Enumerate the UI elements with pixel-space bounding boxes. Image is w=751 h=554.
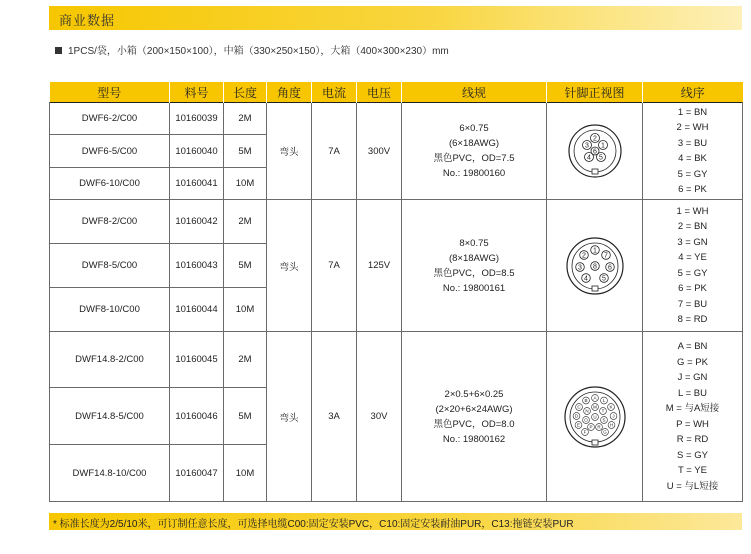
- svg-text:R: R: [596, 424, 601, 430]
- cell-part-no: 10160046: [170, 388, 224, 445]
- table-row: [50, 103, 743, 135]
- svg-text:P: P: [588, 424, 593, 430]
- gauge-line: 8×0.75: [459, 237, 489, 249]
- cell-model: DWF8-5/C00: [50, 244, 170, 288]
- cell-length: 5M: [224, 244, 267, 288]
- svg-text:H: H: [609, 422, 613, 428]
- gauge-line: (6×18AWG): [448, 138, 500, 149]
- gauge-line: No.: 19800161: [442, 282, 506, 294]
- svg-text:D: D: [574, 413, 578, 419]
- section-title: 商业数据: [59, 13, 116, 28]
- cell-model: DWF6-10/C00: [50, 168, 170, 200]
- svg-text:E: E: [576, 422, 580, 428]
- cell-model: DWF14.8-2/C00: [50, 332, 170, 388]
- header-current: 电流: [312, 82, 357, 103]
- svg-text:5: 5: [601, 275, 606, 282]
- cell-length: 2M: [224, 200, 267, 244]
- header-pin-view: 针脚正视图: [547, 82, 643, 103]
- svg-text:3: 3: [577, 264, 582, 271]
- cell-model: DWF14.8-5/C00: [50, 388, 170, 445]
- cell-voltage: 300V: [357, 103, 402, 200]
- cell-part-no: 10160042: [170, 200, 224, 244]
- connector-19pin-diagram: [561, 383, 629, 451]
- cell-length: 5M: [224, 388, 267, 445]
- seq-line: 8 = RD: [677, 314, 708, 325]
- svg-text:7: 7: [603, 252, 608, 259]
- header-part-no: 料号: [170, 82, 224, 103]
- svg-text:4: 4: [583, 275, 588, 282]
- gauge-line: No.: 19800160: [442, 168, 506, 179]
- seq-line: R = RD: [676, 434, 709, 445]
- cell-current: 7A: [312, 103, 357, 200]
- gauge-line: (2×20+6×24AWG): [435, 403, 513, 415]
- seq-line: L = BU: [678, 387, 707, 399]
- cell-current: 7A: [312, 200, 357, 332]
- svg-text:F: F: [583, 429, 586, 435]
- cell-part-no: 10160041: [170, 168, 224, 200]
- seq-line: A = BN: [677, 341, 708, 352]
- cell-part-no: 10160045: [170, 332, 224, 388]
- header-voltage: 电压: [357, 82, 402, 103]
- svg-text:A: A: [592, 395, 597, 401]
- cell-part-no: 10160040: [170, 135, 224, 168]
- section-title-bar: [49, 6, 742, 30]
- gauge-line: 黑色PVC，OD=8.0: [433, 418, 515, 430]
- seq-line: U = 与L短接: [666, 480, 719, 492]
- svg-text:2: 2: [592, 135, 597, 143]
- svg-text:B: B: [583, 397, 588, 403]
- cell-model: DWF8-2/C00: [50, 200, 170, 244]
- seq-line: 3 = BU: [677, 137, 708, 149]
- seq-line: 2 = BN: [677, 221, 708, 232]
- svg-text:L: L: [602, 397, 605, 403]
- svg-text:U: U: [592, 414, 597, 420]
- cell-length: 2M: [224, 103, 267, 135]
- header-wire-sequence: 线序: [643, 82, 743, 103]
- seq-line: S = GY: [677, 449, 708, 461]
- seq-line: 7 = BU: [677, 298, 708, 310]
- gauge-line: No.: 19800162: [442, 433, 506, 445]
- table-header-row: [50, 82, 743, 103]
- header-model: 型号: [50, 82, 170, 103]
- gauge-line: 6×0.75: [459, 123, 489, 134]
- cell-wire-gauge: [402, 200, 547, 332]
- seq-line: 1 = WH: [676, 205, 709, 217]
- seq-line: 6 = PK: [678, 283, 707, 294]
- svg-text:C: C: [576, 404, 581, 410]
- svg-text:J: J: [611, 413, 615, 419]
- cell-length: 10M: [224, 168, 267, 200]
- seq-line: J = GN: [677, 372, 708, 383]
- seq-line: 4 = YE: [678, 252, 707, 263]
- svg-text:4: 4: [586, 154, 591, 162]
- cell-angle: 弯头: [267, 103, 312, 200]
- svg-text:2: 2: [581, 252, 586, 259]
- bullet-square-icon: [55, 47, 62, 54]
- seq-line: G = PK: [677, 356, 708, 368]
- seq-line: M = 与A短接: [665, 403, 720, 414]
- cell-part-no: 10160047: [170, 445, 224, 502]
- svg-text:5: 5: [598, 154, 603, 162]
- cell-wire-gauge: [402, 103, 547, 200]
- table-row: [50, 200, 743, 244]
- svg-text:8: 8: [592, 263, 597, 270]
- svg-text:S: S: [601, 417, 606, 423]
- svg-text:O: O: [583, 417, 588, 423]
- svg-text:1: 1: [600, 142, 605, 150]
- cell-length: 2M: [224, 332, 267, 388]
- packaging-text: 1PCS/袋，小箱（200×150×100），中箱（330×250×150），大箱（400×300×230）mm: [68, 46, 449, 57]
- cell-length: 10M: [224, 445, 267, 502]
- seq-line: 5 = GY: [677, 168, 708, 180]
- svg-text:G: G: [602, 429, 607, 435]
- seq-line: P = WH: [676, 418, 709, 430]
- cell-pin-view: [547, 200, 643, 332]
- gauge-line: 黑色PVC，OD=8.5: [433, 267, 515, 279]
- cell-wire-sequence: [643, 332, 743, 502]
- cell-model: DWF8-10/C00: [50, 288, 170, 332]
- cell-wire-sequence: [643, 103, 743, 200]
- svg-text:6: 6: [607, 264, 612, 271]
- connector-6pin-diagram: [565, 121, 625, 181]
- svg-text:N: N: [584, 408, 589, 414]
- group-dwf6: [50, 103, 743, 200]
- table-row: [50, 332, 743, 388]
- cell-angle: 弯头: [267, 332, 312, 502]
- packaging-info: [55, 42, 449, 57]
- gauge-line: (8×18AWG): [448, 252, 500, 264]
- seq-line: 6 = PK: [678, 184, 707, 195]
- svg-text:6: 6: [592, 148, 597, 156]
- seq-line: 4 = BK: [678, 153, 707, 164]
- group-dwf14-8: [50, 332, 743, 502]
- seq-line: 1 = BN: [677, 106, 708, 118]
- seq-line: 5 = GY: [677, 267, 708, 279]
- cell-voltage: 30V: [357, 332, 402, 502]
- cell-length: 5M: [224, 135, 267, 168]
- gauge-line: 2×0.5+6×0.25: [444, 388, 504, 400]
- connector-8pin-diagram: [563, 234, 627, 298]
- cell-pin-view: [547, 103, 643, 200]
- seq-line: 2 = WH: [676, 122, 709, 133]
- cell-pin-view: [547, 332, 643, 502]
- cell-part-no: 10160044: [170, 288, 224, 332]
- svg-text:K: K: [608, 404, 613, 410]
- cell-model: DWF6-5/C00: [50, 135, 170, 168]
- svg-text:1: 1: [592, 247, 597, 254]
- svg-text:T: T: [601, 408, 604, 414]
- cell-part-no: 10160043: [170, 244, 224, 288]
- svg-text:M: M: [592, 404, 597, 410]
- cell-model: DWF6-2/C00: [50, 103, 170, 135]
- spec-table: [49, 82, 743, 502]
- cell-model: DWF14.8-10/C00: [50, 445, 170, 502]
- header-angle: 角度: [267, 82, 312, 103]
- cell-angle: 弯头: [267, 200, 312, 332]
- cell-part-no: 10160039: [170, 103, 224, 135]
- svg-text:3: 3: [584, 142, 589, 150]
- gauge-line: 黑色PVC，OD=7.5: [433, 153, 515, 164]
- footnote-text: * 标准长度为2/5/10米，可订制任意长度，可选择电缆C00:固定安装PVC，C10:固定安装耐油PUR，C13:拖链安装PUR: [53, 519, 574, 530]
- header-length: 长度: [224, 82, 267, 103]
- cell-length: 10M: [224, 288, 267, 332]
- seq-line: 3 = GN: [677, 236, 708, 248]
- cell-current: 3A: [312, 332, 357, 502]
- cell-voltage: 125V: [357, 200, 402, 332]
- cell-wire-gauge: [402, 332, 547, 502]
- group-dwf8: [50, 200, 743, 332]
- header-wire-gauge: 线规: [402, 82, 547, 103]
- seq-line: T = YE: [678, 465, 707, 476]
- footnote-bar: [49, 513, 742, 530]
- cell-wire-sequence: [643, 200, 743, 332]
